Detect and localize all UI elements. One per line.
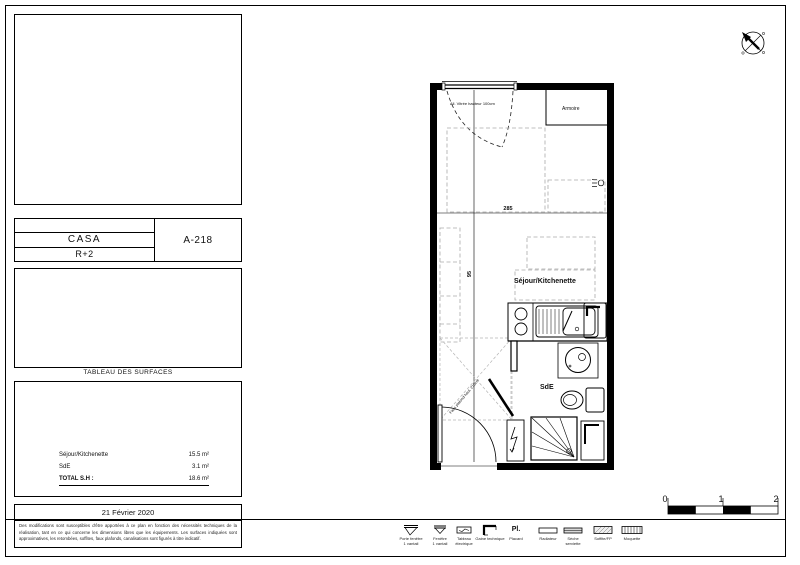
scale-tick-1: 1 bbox=[718, 494, 724, 504]
legend-label: serviette bbox=[565, 541, 581, 547]
legend-label: électrique bbox=[455, 541, 473, 547]
placard-icon: Pl. bbox=[511, 526, 521, 533]
surface-total-value: 18.6 m² bbox=[188, 476, 209, 482]
room-label-sde: SdE bbox=[540, 384, 554, 391]
surface-row-label: Séjour/Kitchenette bbox=[59, 452, 109, 458]
sde-partition bbox=[489, 341, 614, 416]
scale-tick-0: 0 bbox=[662, 494, 668, 504]
shower-tray bbox=[531, 417, 577, 460]
legend-label: Sèche bbox=[567, 536, 579, 541]
dimension-room-width: 285 bbox=[503, 206, 513, 212]
entry-door bbox=[438, 405, 497, 466]
surface-row-label: SdE bbox=[59, 464, 71, 470]
legend-label: 1 vantail bbox=[403, 541, 419, 547]
pivot-door bbox=[489, 379, 513, 416]
dimension-lines bbox=[437, 90, 607, 462]
legend-label: Gaine technique bbox=[475, 536, 505, 541]
toilet bbox=[561, 388, 604, 412]
kitchen-counter bbox=[508, 303, 607, 341]
plan-date: 21 Février 2020 bbox=[101, 507, 155, 517]
legend-label: Radiateur bbox=[539, 536, 557, 541]
surface-row-value: 15.5 m² bbox=[188, 452, 209, 458]
surface-row-value: 3.1 m² bbox=[191, 464, 209, 470]
washbasin bbox=[558, 343, 598, 378]
legend-label: Porte fenêtre bbox=[399, 536, 423, 541]
north-arrow-icon bbox=[742, 32, 765, 54]
legend-label: Placard bbox=[509, 536, 523, 541]
armoire-label: Armoire bbox=[562, 106, 580, 112]
disclaimer-text: Des modifications sont susceptibles d'être apportées à ce plan en fonction des nécessités techniques de la réalisation, tant en ce qui concerne les dimensions libres que les équipements. Les surfaces indiquées sont approximatives, les retombées, soffites, faux plafonds, canalisations sont figurés à titre indicatif. bbox=[19, 523, 237, 542]
gaine-technique-symbol-2 bbox=[581, 421, 604, 460]
surface-total-label: TOTAL S.H : bbox=[59, 476, 94, 482]
floor-level: R+2 bbox=[15, 247, 154, 261]
legend-label: 1 vantail bbox=[432, 541, 448, 547]
room-label-sejour: Séjour/Kitchenette bbox=[514, 278, 576, 285]
project-name: CASA bbox=[15, 232, 154, 246]
dimension-entry-width: 95 bbox=[467, 270, 473, 278]
lot-number: A-218 bbox=[183, 234, 213, 246]
window-porte-fenetre bbox=[442, 82, 517, 148]
legend-label: Soffite/FP bbox=[594, 536, 612, 541]
window-sill-note: All. Vitrée hauteur 100cm bbox=[450, 101, 495, 106]
legend-label: Moquette bbox=[623, 536, 641, 541]
false-ceiling-note: Faux plafond haut. 215cm bbox=[448, 378, 480, 415]
outlet-icon bbox=[592, 180, 604, 187]
scale-bar bbox=[662, 494, 778, 514]
legend-label: Fenêtre bbox=[433, 536, 447, 541]
moquette-icon bbox=[612, 523, 652, 536]
legend-label: Tableau bbox=[456, 536, 471, 541]
scale-tick-2: 2 bbox=[773, 494, 779, 504]
towel-radiator bbox=[507, 420, 524, 461]
legend-item-moquette bbox=[612, 523, 652, 541]
surface-table-title: TABLEAU DES SURFACES bbox=[83, 369, 173, 376]
